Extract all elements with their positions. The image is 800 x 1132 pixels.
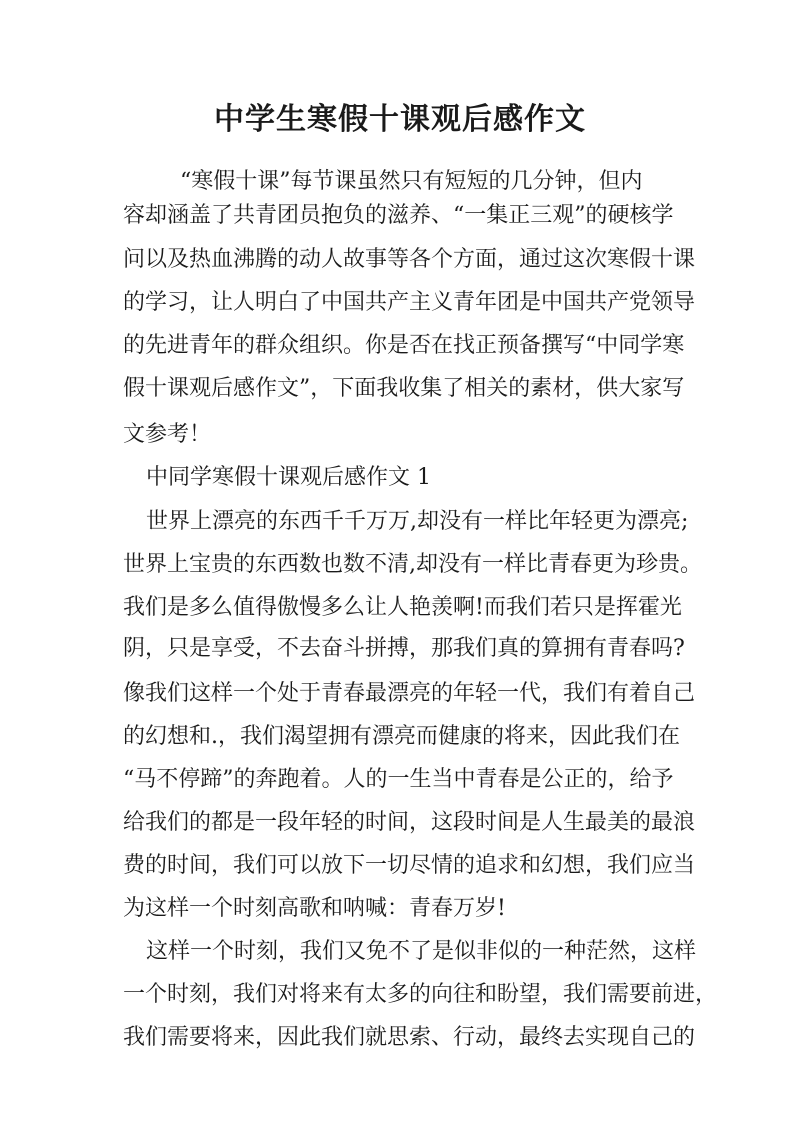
paragraph-line: 我们是多么值得傲慢多么让人艳羡啊!而我们若只是挥霍光 <box>123 595 682 620</box>
paragraph-line: 阴，只是享受，不去奋斗拼搏，那我们真的算拥有青春吗? <box>123 636 685 661</box>
section-heading: 中同学寒假十课观后感作文 1 <box>146 465 431 490</box>
intro-line: 容却涵盖了共青团员抱负的滋养、“一集正三观”的硬核学 <box>123 203 674 228</box>
paragraph-line: 为这样一个时刻高歌和呐喊：青春万岁! <box>123 896 506 921</box>
paragraph-line: 给我们的都是一段年轻的时间，这段时间是人生最美的最浪 <box>123 810 696 835</box>
document-title: 中学生寒假十课观后感作文 <box>214 102 586 137</box>
intro-line: 的先进青年的群众组织。你是否在找正预备撰写“中同学寒 <box>123 333 685 358</box>
paragraph-line: 的幻想和.，我们渴望拥有漂亮而健康的将来，因此我们在 <box>123 724 680 749</box>
intro-line: 文参考！ <box>123 422 212 447</box>
paragraph-line: 像我们这样一个处于青春最漂亮的年轻一代，我们有着自己 <box>123 681 696 706</box>
intro-line: 假十课观后感作文”，下面我收集了相关的素材，供大家写 <box>123 376 685 401</box>
intro-line: 的学习，让人明白了中国共产主义青年团是中国共产党领导 <box>123 290 696 315</box>
paragraph-line: “马不停蹄”的奔跑着。人的一生当中青春是公正的，给予 <box>123 767 674 792</box>
paragraph-line: 世界上宝贵的东西数也数不清,却没有一样比青春更为珍贵。 <box>123 552 702 577</box>
paragraph-line: 这样一个时刻，我们又免不了是似非似的一种茫然，这样 <box>146 939 697 964</box>
paragraph-line: 费的时间，我们可以放下一切尽情的追求和幻想，我们应当 <box>123 853 696 878</box>
intro-line: 问以及热血沸腾的动人故事等各个方面，通过这次寒假十课 <box>123 247 696 272</box>
intro-line: “寒假十课”每节课虽然只有短短的几分钟，但内 <box>180 169 643 194</box>
paragraph-line: 我们需要将来，因此我们就思索、行动，最终去实现自己的 <box>123 1025 696 1050</box>
paragraph-line: 一个时刻，我们对将来有太多的向往和盼望，我们需要前进， <box>123 982 718 1007</box>
paragraph-line: 世界上漂亮的东西千千万万,却没有一样比年轻更为漂亮; <box>146 509 689 534</box>
